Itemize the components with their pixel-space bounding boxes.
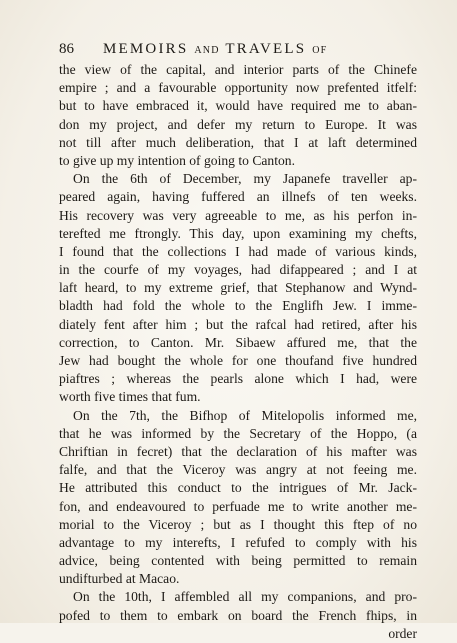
text-line: pofed to them to embark on board the French fhips, in xyxy=(59,607,417,623)
text-line: His recovery was very agreeable to me, as his perfon in- xyxy=(59,207,417,223)
text-line: advantage to my interefts, I refufed to comply with his xyxy=(59,534,417,550)
text-line: that he was informed by the Secretary of the Hoppo, (a xyxy=(59,425,417,441)
text-line: advice, being contented with being permitted to remain xyxy=(59,553,417,569)
text-line: the view of the capital, and interior parts of the Chinefe xyxy=(59,62,417,77)
text-line: correction, to Canton. Mr. Sibaew affured me, that the xyxy=(59,334,417,350)
text-line: diately fent after him ; but the rafcal had retired, after his xyxy=(59,316,417,332)
running-head-and: AND xyxy=(194,45,220,56)
running-head-of: OF xyxy=(312,45,328,56)
text-line: Jew had bought the whole for one thoufand five hundred xyxy=(59,353,417,368)
text-line: in the courfe of my voyages, had difappeared ; and I at xyxy=(59,262,417,278)
text-line: He attributed this conduct to the intrigues of Mr. Jack- xyxy=(59,480,417,496)
text-line: undifturbed at Macao. xyxy=(59,571,180,587)
text-line: bladth had fold the whole to the Englifh Jew. I imme- xyxy=(59,298,417,314)
text-line: order xyxy=(388,625,417,641)
text-line: to give up my intention of going to Canton. xyxy=(59,152,295,168)
text-line: piaftres ; whereas the pearls alone which I had, were xyxy=(59,371,417,387)
text-line: Chriftian in fecret) that the declaration of his mafter was xyxy=(59,443,417,459)
text-line: not till after much deliberation, that I at laft determined xyxy=(59,134,417,150)
running-head-memoirs: MEMOIRS xyxy=(103,41,189,57)
text-line: On the 6th of December, my Japanefe traveller ap- xyxy=(73,171,417,187)
text-line: morial to the Viceroy ; but as I thought this ftep of no xyxy=(59,516,417,532)
body-text xyxy=(59,61,417,643)
text-line: empire ; and a favourable opportunity now prefented itfelf: xyxy=(59,80,417,96)
text-line: worth five times that fum. xyxy=(59,389,201,405)
text-line: On the 10th, I affembled all my companions, and pro- xyxy=(73,589,417,605)
text-line: peared again, having fuffered an illnefs of ten weeks. xyxy=(59,189,417,205)
text-line: fon, and endeavoured to perfuade me to write another me- xyxy=(59,498,417,514)
text-line: falfe, and that the Viceroy was angry at not feeing me. xyxy=(59,462,417,478)
text-line: I found that the collections I had made of various kinds, xyxy=(59,243,417,259)
text-line: laft heard, to my extreme grief, that Stephanow and Wynd- xyxy=(59,280,417,296)
page-number: 86 xyxy=(59,41,74,57)
page-header xyxy=(59,39,417,59)
running-head xyxy=(103,39,327,61)
text-line: but to have embraced it, would have required me to aban- xyxy=(59,98,417,114)
text-line: terefted me ftrongly. This day, upon examining my chefts, xyxy=(59,225,417,241)
text-line: On the 7th, the Bifhop of Mitelopolis informed me, xyxy=(73,407,417,423)
running-head-travels: TRAVELS xyxy=(225,41,307,57)
text-line: don my project, and defer my return to Europe. It was xyxy=(59,116,417,132)
